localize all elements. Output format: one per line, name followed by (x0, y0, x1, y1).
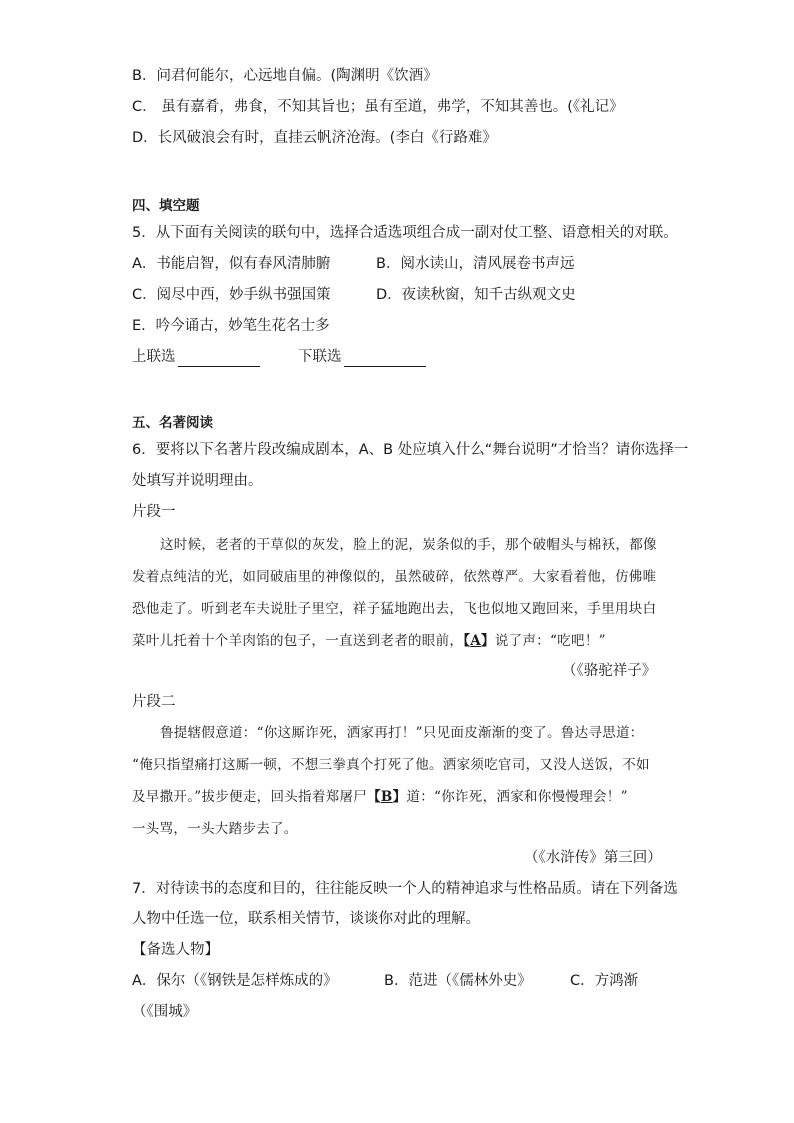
fragment-1-line4-pre: 菜叶儿托着十个羊肉馅的包子，一直送到老者的眼前， (132, 633, 464, 649)
q5-lower-blank[interactable] (344, 351, 426, 367)
fragment-2-label: 片段二 (132, 694, 176, 710)
q4-option-d: D．长风破浪会有时，直挂云帆济沧海。(李白《行路难》 (132, 130, 497, 146)
fragment-1-source: （《骆驼祥子》 (562, 663, 657, 679)
q5-upper-answer (132, 347, 260, 367)
q5-option-d: D．夜读秋窗，知千古纵观文史 (376, 287, 576, 303)
q5-option-c: C．阅尽中西，妙手纵书强国策 (132, 287, 331, 303)
q6-stem-line1: 6．要将以下名著片段改编成剧本，A、B 处应填入什么“舞台说明”才恰当？请你选择一 (132, 442, 689, 458)
q4-option-b: B．问君何能尔，心远地自偏。(陶渊明《饮酒》 (132, 68, 438, 84)
blank-b-letter: B (380, 789, 393, 805)
fragment-2-line3-pre: 及早撒开。”拔步便走，回头指着郑屠尸 (132, 789, 368, 805)
q5-lower-answer (298, 347, 426, 367)
fragment-1-line2: 发着点纯洁的光，如同破庙里的神像似的，虽然破碎，依然尊严。大家看着他，仿佛唯 (132, 569, 657, 585)
fragment-1-line4 (132, 631, 606, 651)
section-5-title: 五、名著阅读 (132, 415, 213, 431)
fragment-1-line3: 恐他走了。听到老车夫说肚子里空，祥子猛地跑出去，飞也似地又跑回来，手里用块白 (132, 601, 657, 617)
section-4-title: 四、填空题 (132, 198, 200, 214)
q7-option-c: C．方鸿渐 (570, 973, 639, 989)
fragment-1-line1: 这时候，老者的干草似的灰发，脸上的泥，炭条似的手，那个破帽头与棉袄，都像 (160, 537, 657, 553)
q5-upper-label: 上联选 (132, 349, 176, 365)
blank-b-marker: 【B】 (367, 789, 407, 805)
q6-stem-line2: 处填写并说明理由。 (132, 473, 263, 489)
q5-stem: 5．从下面有关阅读的联句中，选择合适选项组合成一副对仗工整、语意相关的对联。 (132, 225, 678, 241)
q7-candidates-label: 【备选人物】 (132, 942, 219, 958)
fragment-2-line2: “俺只指望痛打这厮一顿，不想三拳真个打死了他。洒家须吃官司，又没人送饭，不如 (132, 757, 650, 773)
fragment-2-line3-post: 道：“你诈死，洒家和你慢慢理会！” (406, 789, 628, 805)
fragment-2-line1: 鲁提辖假意道：“你这厮诈死，洒家再打！”只见面皮渐渐的变了。鲁达寻思道： (160, 725, 644, 741)
fragment-2-line3 (132, 787, 628, 807)
blank-a-letter: A (470, 633, 482, 649)
fragment-1-line4-post: 说了声：“吃吧！” (494, 633, 606, 649)
q5-option-e: E．吟今诵古，妙笔生花名士多 (132, 318, 330, 334)
q5-option-b: B．阅水读山，清风展卷书声远 (376, 256, 575, 272)
q5-option-a: A．书能启智，似有春风清肺腑 (132, 256, 331, 272)
q5-lower-label: 下联选 (298, 349, 342, 365)
blank-a-marker: 【A】 (463, 633, 495, 649)
q4-option-c: C． 虽有嘉肴，弗食，不知其旨也；虽有至道，弗学，不知其善也。(《礼记》 (132, 99, 624, 115)
q7-option-b: B．范进（《儒林外史》 (384, 973, 532, 989)
q5-upper-blank[interactable] (178, 351, 260, 367)
q7-option-c-source: （《围城》 (132, 1004, 198, 1020)
q7-stem-line1: 7．对待读书的态度和目的，往往能反映一个人的精神追求与性格品质。请在下列备选 (132, 881, 678, 897)
q7-stem-line2: 人物中任选一位，联系相关情节，谈谈你对此的理解。 (132, 911, 480, 927)
fragment-2-line4: 一头骂，一头大踏步去了。 (132, 821, 298, 837)
fragment-2-source: （《水浒传》第三回） (524, 850, 662, 866)
fragment-1-label: 片段一 (132, 504, 176, 520)
q7-option-a: A．保尔（《钢铁是怎样炼成的》 (132, 973, 338, 989)
